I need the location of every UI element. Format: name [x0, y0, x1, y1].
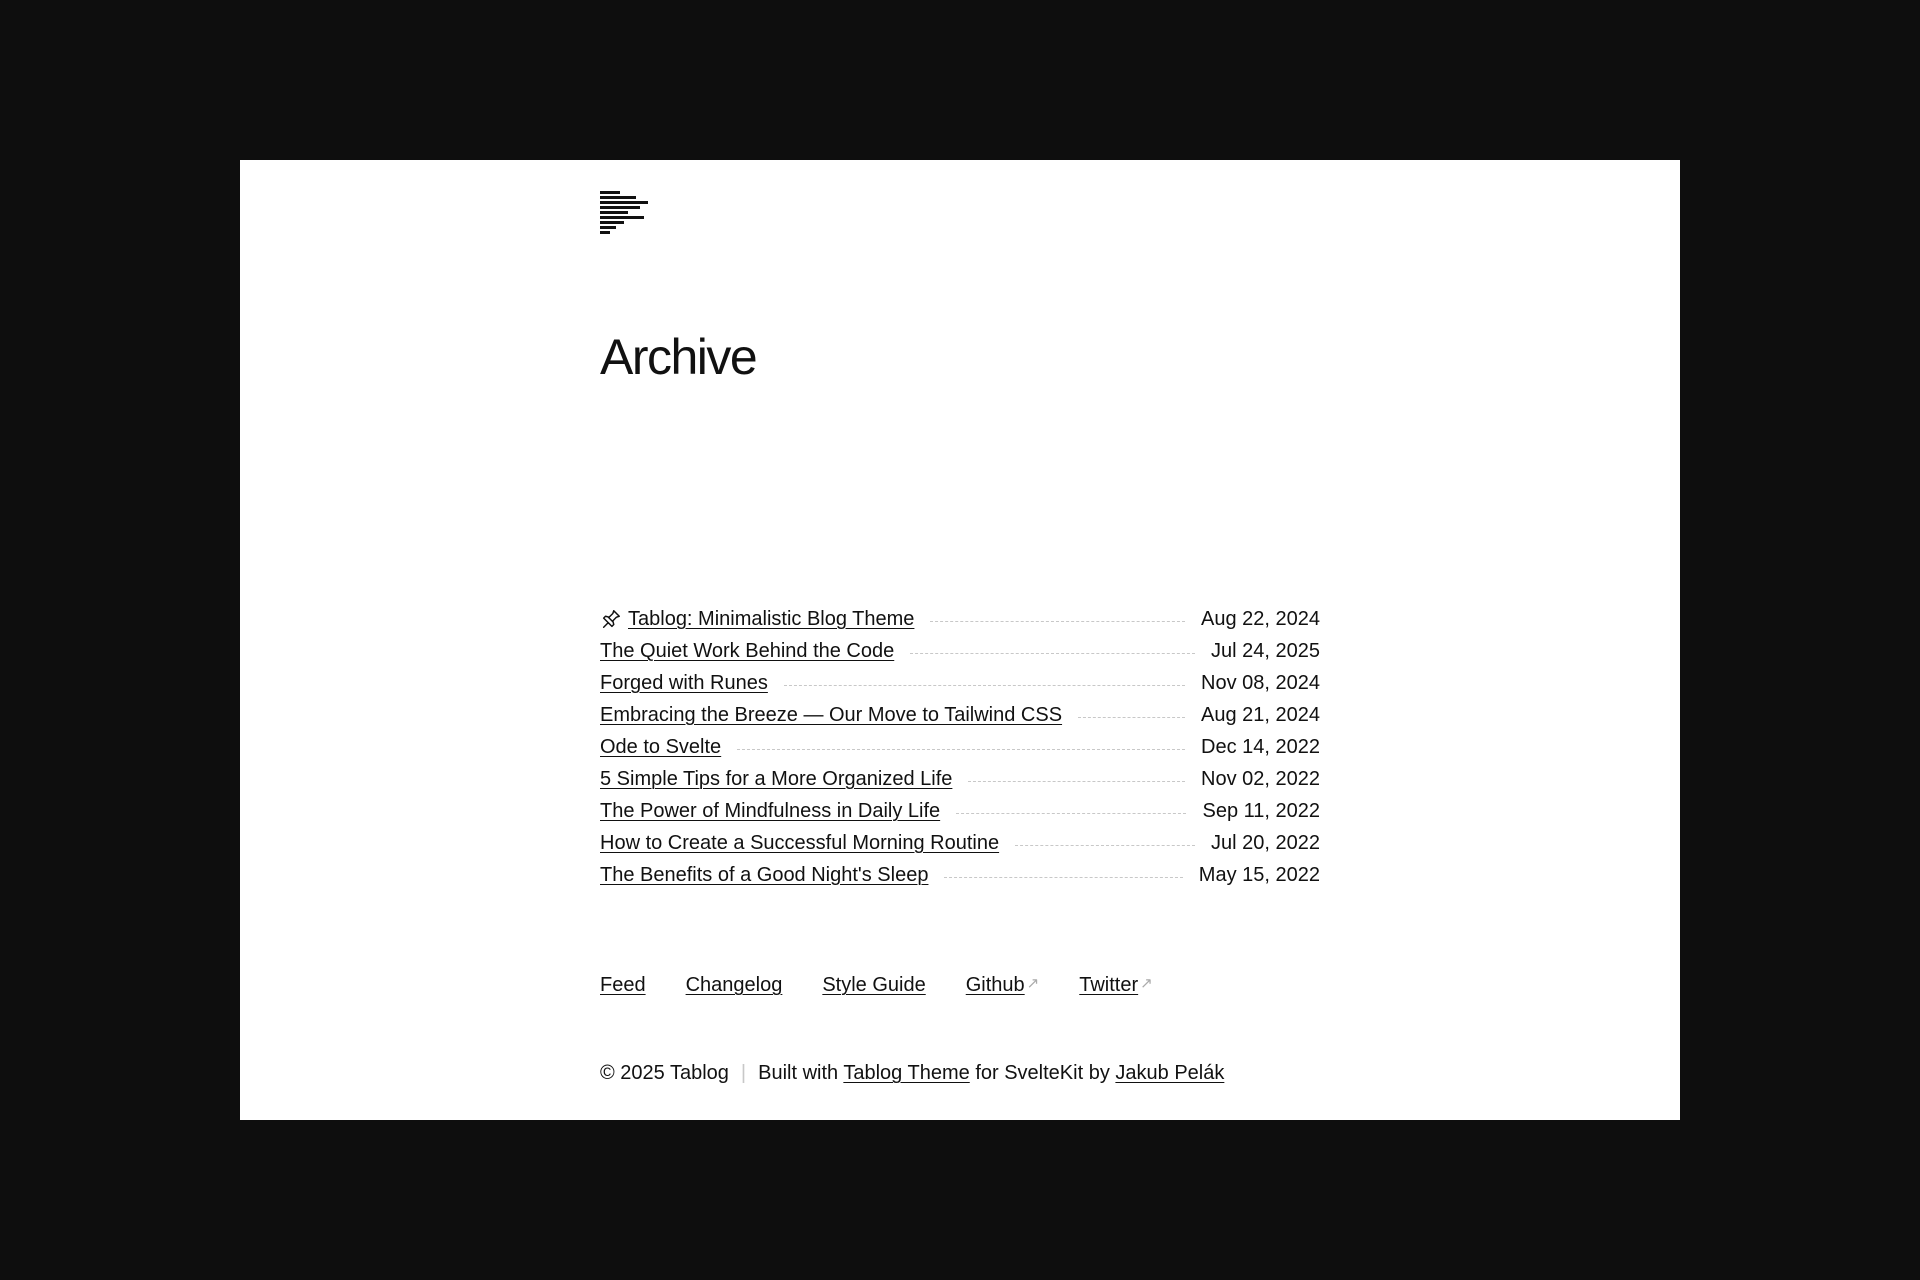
- post-link[interactable]: The Benefits of a Good Night's Sleep: [600, 863, 929, 886]
- post-date: Nov 02, 2022: [1201, 767, 1320, 790]
- post-date: May 15, 2022: [1198, 863, 1320, 886]
- dotted-leader: [737, 749, 1185, 750]
- separator: |: [740, 1062, 747, 1084]
- footer-credits: [600, 1062, 1224, 1085]
- post-link[interactable]: Embracing the Breeze — Our Move to Tailwind CSS: [600, 703, 1063, 726]
- page-title: Archive: [600, 329, 757, 385]
- author-link[interactable]: Jakub Pelák: [1115, 1062, 1225, 1084]
- footer-link-changelog-label[interactable]: Changelog: [685, 974, 783, 996]
- post-item: [600, 731, 1320, 763]
- dotted-leader: [784, 685, 1185, 686]
- dotted-leader: [1015, 845, 1195, 846]
- footer-link-style-guide: [822, 974, 925, 997]
- post-date: Aug 22, 2024: [1201, 607, 1320, 630]
- post-date: Jul 20, 2022: [1211, 831, 1320, 854]
- post-item: [600, 635, 1320, 667]
- for-sveltekit-text: for SvelteKit by: [975, 1062, 1110, 1084]
- post-list: [600, 603, 1320, 891]
- dotted-leader: [956, 813, 1186, 814]
- post-date: Jul 24, 2025: [1211, 639, 1320, 662]
- post-item: [600, 667, 1320, 699]
- post-item: [600, 699, 1320, 731]
- post-link[interactable]: Forged with Runes: [600, 671, 768, 694]
- footer-link-github-label[interactable]: Github: [965, 974, 1025, 996]
- dotted-leader: [944, 877, 1182, 878]
- post-link[interactable]: The Power of Mindfulness in Daily Life: [600, 799, 941, 822]
- footer-link-github: [966, 974, 1040, 997]
- built-with-text: Built with: [758, 1062, 839, 1084]
- external-link-icon: ↗: [1140, 975, 1153, 992]
- page: [240, 160, 1680, 1120]
- footer-link-twitter: [1079, 974, 1152, 997]
- post-link[interactable]: Ode to Svelte: [600, 735, 722, 758]
- post-item: [600, 603, 1320, 635]
- footer-link-changelog: [686, 974, 783, 997]
- post-date: Sep 11, 2022: [1202, 799, 1320, 822]
- dotted-leader: [930, 621, 1185, 622]
- footer-link-style-guide-label[interactable]: Style Guide: [822, 974, 926, 996]
- dotted-leader: [910, 653, 1195, 654]
- post-item: [600, 795, 1320, 827]
- tablog-logo-icon[interactable]: [600, 191, 648, 237]
- footer-link-twitter-label[interactable]: Twitter: [1079, 974, 1139, 996]
- copyright: © 2025 Tablog: [600, 1062, 729, 1084]
- theme-link[interactable]: Tablog Theme: [843, 1062, 970, 1084]
- external-link-icon: ↗: [1026, 975, 1040, 992]
- footer-link-feed-label[interactable]: Feed: [600, 974, 646, 996]
- post-link[interactable]: The Quiet Work Behind the Code: [600, 639, 895, 662]
- post-item: [600, 763, 1320, 795]
- post-link[interactable]: 5 Simple Tips for a More Organized Life: [600, 767, 953, 790]
- dotted-leader: [968, 781, 1185, 782]
- footer-nav: [600, 974, 1153, 997]
- footer-link-feed: [600, 974, 646, 997]
- dotted-leader: [1078, 717, 1185, 718]
- post-link[interactable]: Tablog: Minimalistic Blog Theme: [628, 607, 915, 630]
- post-date: Aug 21, 2024: [1201, 703, 1320, 726]
- post-link[interactable]: How to Create a Successful Morning Routine: [600, 831, 1000, 854]
- post-date: Dec 14, 2022: [1201, 735, 1320, 758]
- pin-icon: [600, 608, 622, 630]
- post-date: Nov 08, 2024: [1201, 671, 1320, 694]
- post-item: [600, 859, 1320, 891]
- post-item: [600, 827, 1320, 859]
